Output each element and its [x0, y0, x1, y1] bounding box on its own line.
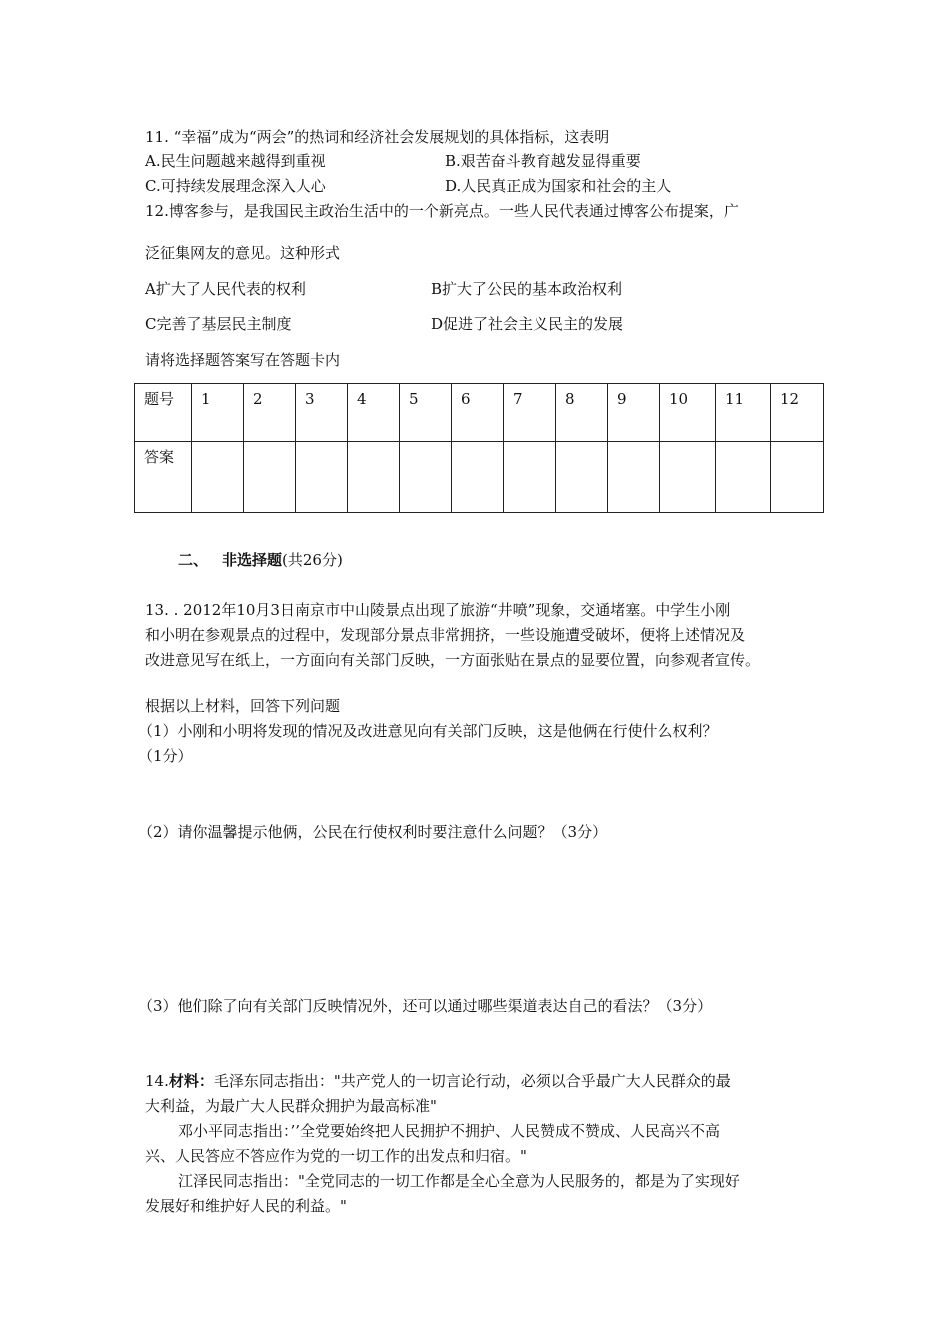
- q14-line4: 兴、人民答应不答应作为党的一切工作的出发点和归宿。": [145, 1147, 527, 1165]
- q13-para-line1: 13. . 2012年10月3日南京市中山陵景点出现了旅游“井喷”现象，交通堵塞。中学生小刚: [145, 601, 731, 619]
- question-number-cell: 2: [244, 384, 296, 442]
- question-number-cell: 5: [400, 384, 452, 442]
- answer-label: 答案: [135, 442, 192, 513]
- q11-option-b: B.艰苦奋斗教育越发显得重要: [445, 152, 641, 170]
- q14-number: 14.: [145, 1072, 169, 1090]
- q12-stem-line1: 12.博客参与，是我国民主政治生活中的一个新亮点。一些人民代表通过博客公布提案，广: [145, 202, 739, 220]
- q14-line5: 江泽民同志指出："全党同志的一切工作都是全心全意为人民服务的，都是为了实现好: [178, 1172, 740, 1190]
- answer-cell[interactable]: [192, 442, 244, 513]
- question-number-cell: 9: [608, 384, 660, 442]
- question-number-cell: 12: [771, 384, 824, 442]
- q12-option-a: A扩大了人民代表的权利: [145, 280, 306, 298]
- question-number-cell: 10: [660, 384, 716, 442]
- q11-stem: 11. “幸福”成为“两会”的热词和经济社会发展规划的具体指标，这表明: [145, 128, 610, 146]
- q13-sub2: （2）请你温馨提示他俩，公民在行使权利时要注意什么问题？（3分）: [138, 823, 608, 841]
- q11-option-c: C.可持续发展理念深入人心: [145, 177, 326, 195]
- section2-score: (共26分): [282, 551, 343, 569]
- question-number-cell: 11: [716, 384, 771, 442]
- q14-line1-text: 毛泽东同志指出："共产党人的一切言论行动，必须以合乎最广大人民群众的最: [213, 1072, 731, 1090]
- question-number-label: 题号: [135, 384, 192, 442]
- q12-option-b: B扩大了公民的基本政治权利: [431, 280, 623, 298]
- q13-para-line3: 改进意见写在纸上，一方面向有关部门反映，一方面张贴在景点的显要位置，向参观者宣传。: [145, 651, 761, 669]
- section2-title: 非选择题: [222, 551, 283, 569]
- q13-intro: 根据以上材料，回答下列问题: [145, 697, 341, 715]
- answer-cell[interactable]: [244, 442, 296, 513]
- answer-cell[interactable]: [716, 442, 771, 513]
- answer-cell[interactable]: [660, 442, 716, 513]
- answer-cell[interactable]: [296, 442, 348, 513]
- q12-stem-line2: 泛征集网友的意见。这种形式: [145, 244, 341, 262]
- q14-line6: 发展好和维护好人民的利益。": [145, 1197, 347, 1215]
- answer-notice: 请将选择题答案写在答题卡内: [145, 351, 341, 369]
- q12-option-d: D促进了社会主义民主的发展: [431, 315, 624, 333]
- answer-cell[interactable]: [452, 442, 504, 513]
- question-number-cell: 8: [556, 384, 608, 442]
- table-answer-row: [135, 442, 824, 513]
- section2-heading: [178, 550, 343, 570]
- answer-cell[interactable]: [608, 442, 660, 513]
- section2-number: 二、: [178, 551, 209, 569]
- answer-cell[interactable]: [556, 442, 608, 513]
- q14-line1: [145, 1071, 731, 1091]
- answer-cell[interactable]: [504, 442, 556, 513]
- question-number-cell: 1: [192, 384, 244, 442]
- q13-sub1: （1）小刚和小明将发现的情况及改进意见向有关部门反映，这是他俩在行使什么权利？: [138, 722, 718, 740]
- q12-option-c: C完善了基层民主制度: [145, 315, 292, 333]
- question-number-cell: 3: [296, 384, 348, 442]
- question-number-cell: 6: [452, 384, 504, 442]
- q14-material-label: 材料：: [168, 1072, 214, 1090]
- answer-cell[interactable]: [348, 442, 400, 513]
- question-number-cell: 7: [504, 384, 556, 442]
- answer-cell[interactable]: [400, 442, 452, 513]
- q14-line2: 大利益，为最广大人民群众拥护为最高标准": [145, 1097, 437, 1115]
- question-number-cell: 4: [348, 384, 400, 442]
- q11-option-a: A.民生问题越来越得到重视: [145, 152, 326, 170]
- q11-option-d: D.人民真正成为国家和社会的主人: [445, 177, 672, 195]
- table-header-row: [135, 384, 824, 442]
- answer-cell[interactable]: [771, 442, 824, 513]
- q13-sub1-score: （1分）: [138, 747, 193, 765]
- q13-para-line2: 和小明在参观景点的过程中，发现部分景点非常拥挤，一些设施遭受破坏，便将上述情况及: [145, 626, 746, 644]
- q13-sub3: （3）他们除了向有关部门反映情况外，还可以通过哪些渠道表达自己的看法？（3分）: [138, 997, 713, 1015]
- answer-table: [134, 383, 824, 513]
- q14-line3: 邓小平同志指出：’’全党要始终把人民拥护不拥护、人民赞成不赞成、人民高兴不高: [178, 1122, 721, 1140]
